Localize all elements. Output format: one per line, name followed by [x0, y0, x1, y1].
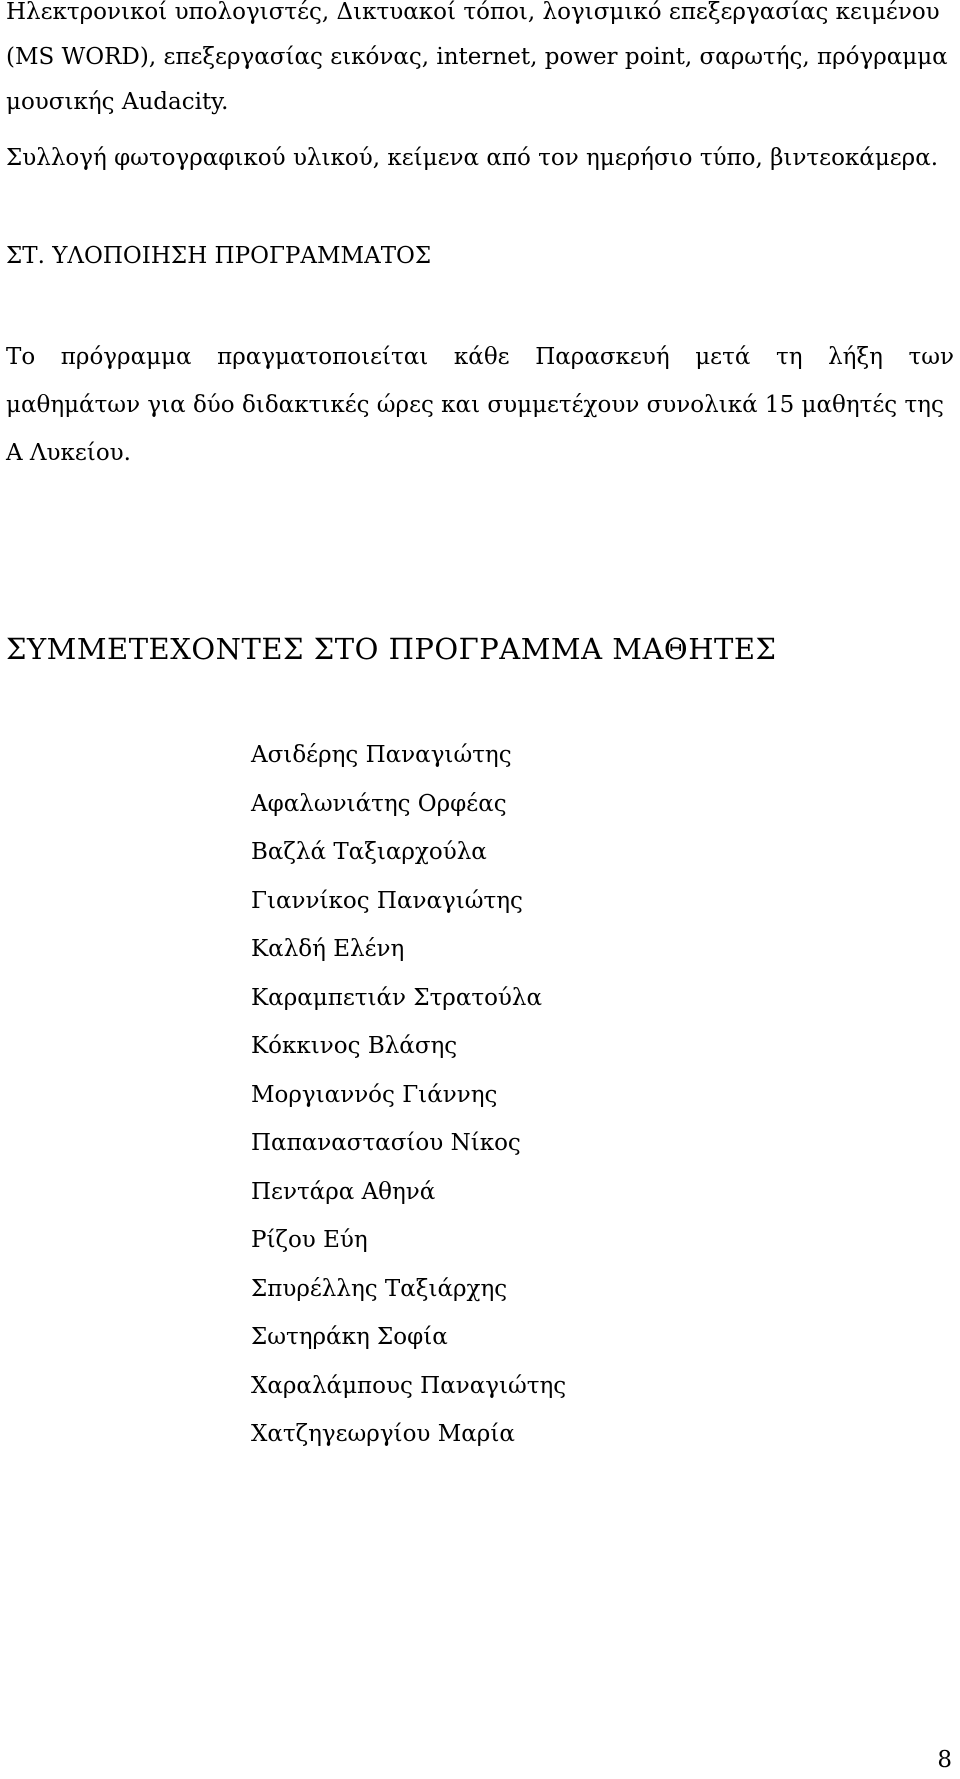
student-name: Πεντάρα Αθηνά	[251, 1178, 436, 1205]
student-name: Αφαλωνιάτης Ορφέας	[251, 790, 507, 817]
page-number: 8	[937, 1747, 952, 1773]
implementation-line-3: Α Λυκείου.	[6, 440, 131, 466]
student-name: Καραμπετιάν Στρατούλα	[251, 984, 543, 1011]
student-name: Σπυρέλλης Ταξιάρχης	[251, 1275, 508, 1302]
student-name: Ρίζου Εύη	[251, 1227, 368, 1253]
student-name: Σωτηράκη Σοφία	[251, 1324, 448, 1350]
implementation-heading: ΣΤ. ΥΛΟΠΟΙΗΣΗ ΠΡΟΓΡΑΜΜΑΤΟΣ	[6, 243, 432, 269]
participants-heading: ΣΥΜΜΕΤΕΧΟΝΤΕΣ ΣΤΟ ΠΡΟΓΡΑΜΜΑ ΜΑΘΗΤΕΣ	[6, 632, 777, 666]
intro-line-2: (MS WORD), επεξεργασίας εικόνας, internet, power point, σαρωτής, πρόγραμμα	[6, 44, 948, 70]
student-name: Κόκκινος Βλάσης	[251, 1033, 458, 1059]
student-list	[251, 731, 566, 1459]
student-name: Βαζλά Ταξιαρχούλα	[251, 839, 487, 865]
sources-paragraph: Συλλογή φωτογραφικού υλικού, κείμενα από τον ημερήσιο τύπο, βιντεοκάμερα.	[6, 145, 939, 171]
implementation-line-2: μαθημάτων για δύο διδακτικές ώρες και συμμετέχουν συνολικά 15 μαθητές της	[6, 392, 944, 418]
implementation-line-1: Το πρόγραμμα πραγματοποιείται κάθε Παρασκευή μετά τη λήξη των	[6, 344, 954, 370]
student-name: Χατζηγεωργίου Μαρία	[251, 1421, 515, 1447]
student-name: Παπαναστασίου Νίκος	[251, 1130, 521, 1156]
intro-paragraph	[6, 0, 954, 127]
student-name: Μοργιαννός Γιάννης	[251, 1081, 498, 1108]
student-name: Καλδή Ελένη	[251, 936, 405, 962]
student-name: Γιαννίκος Παναγιώτης	[251, 887, 523, 914]
student-name: Χαραλάμπους Παναγιώτης	[251, 1372, 567, 1399]
student-name: Ασιδέρης Παναγιώτης	[251, 742, 512, 768]
intro-line-3: μουσικής Audacity.	[6, 89, 229, 115]
implementation-paragraph	[6, 333, 954, 477]
intro-line-1: Ηλεκτρονικοί υπολογιστές, Δικτυακοί τόποι, λογισμικό επεξεργασίας κειμένου	[6, 0, 940, 25]
